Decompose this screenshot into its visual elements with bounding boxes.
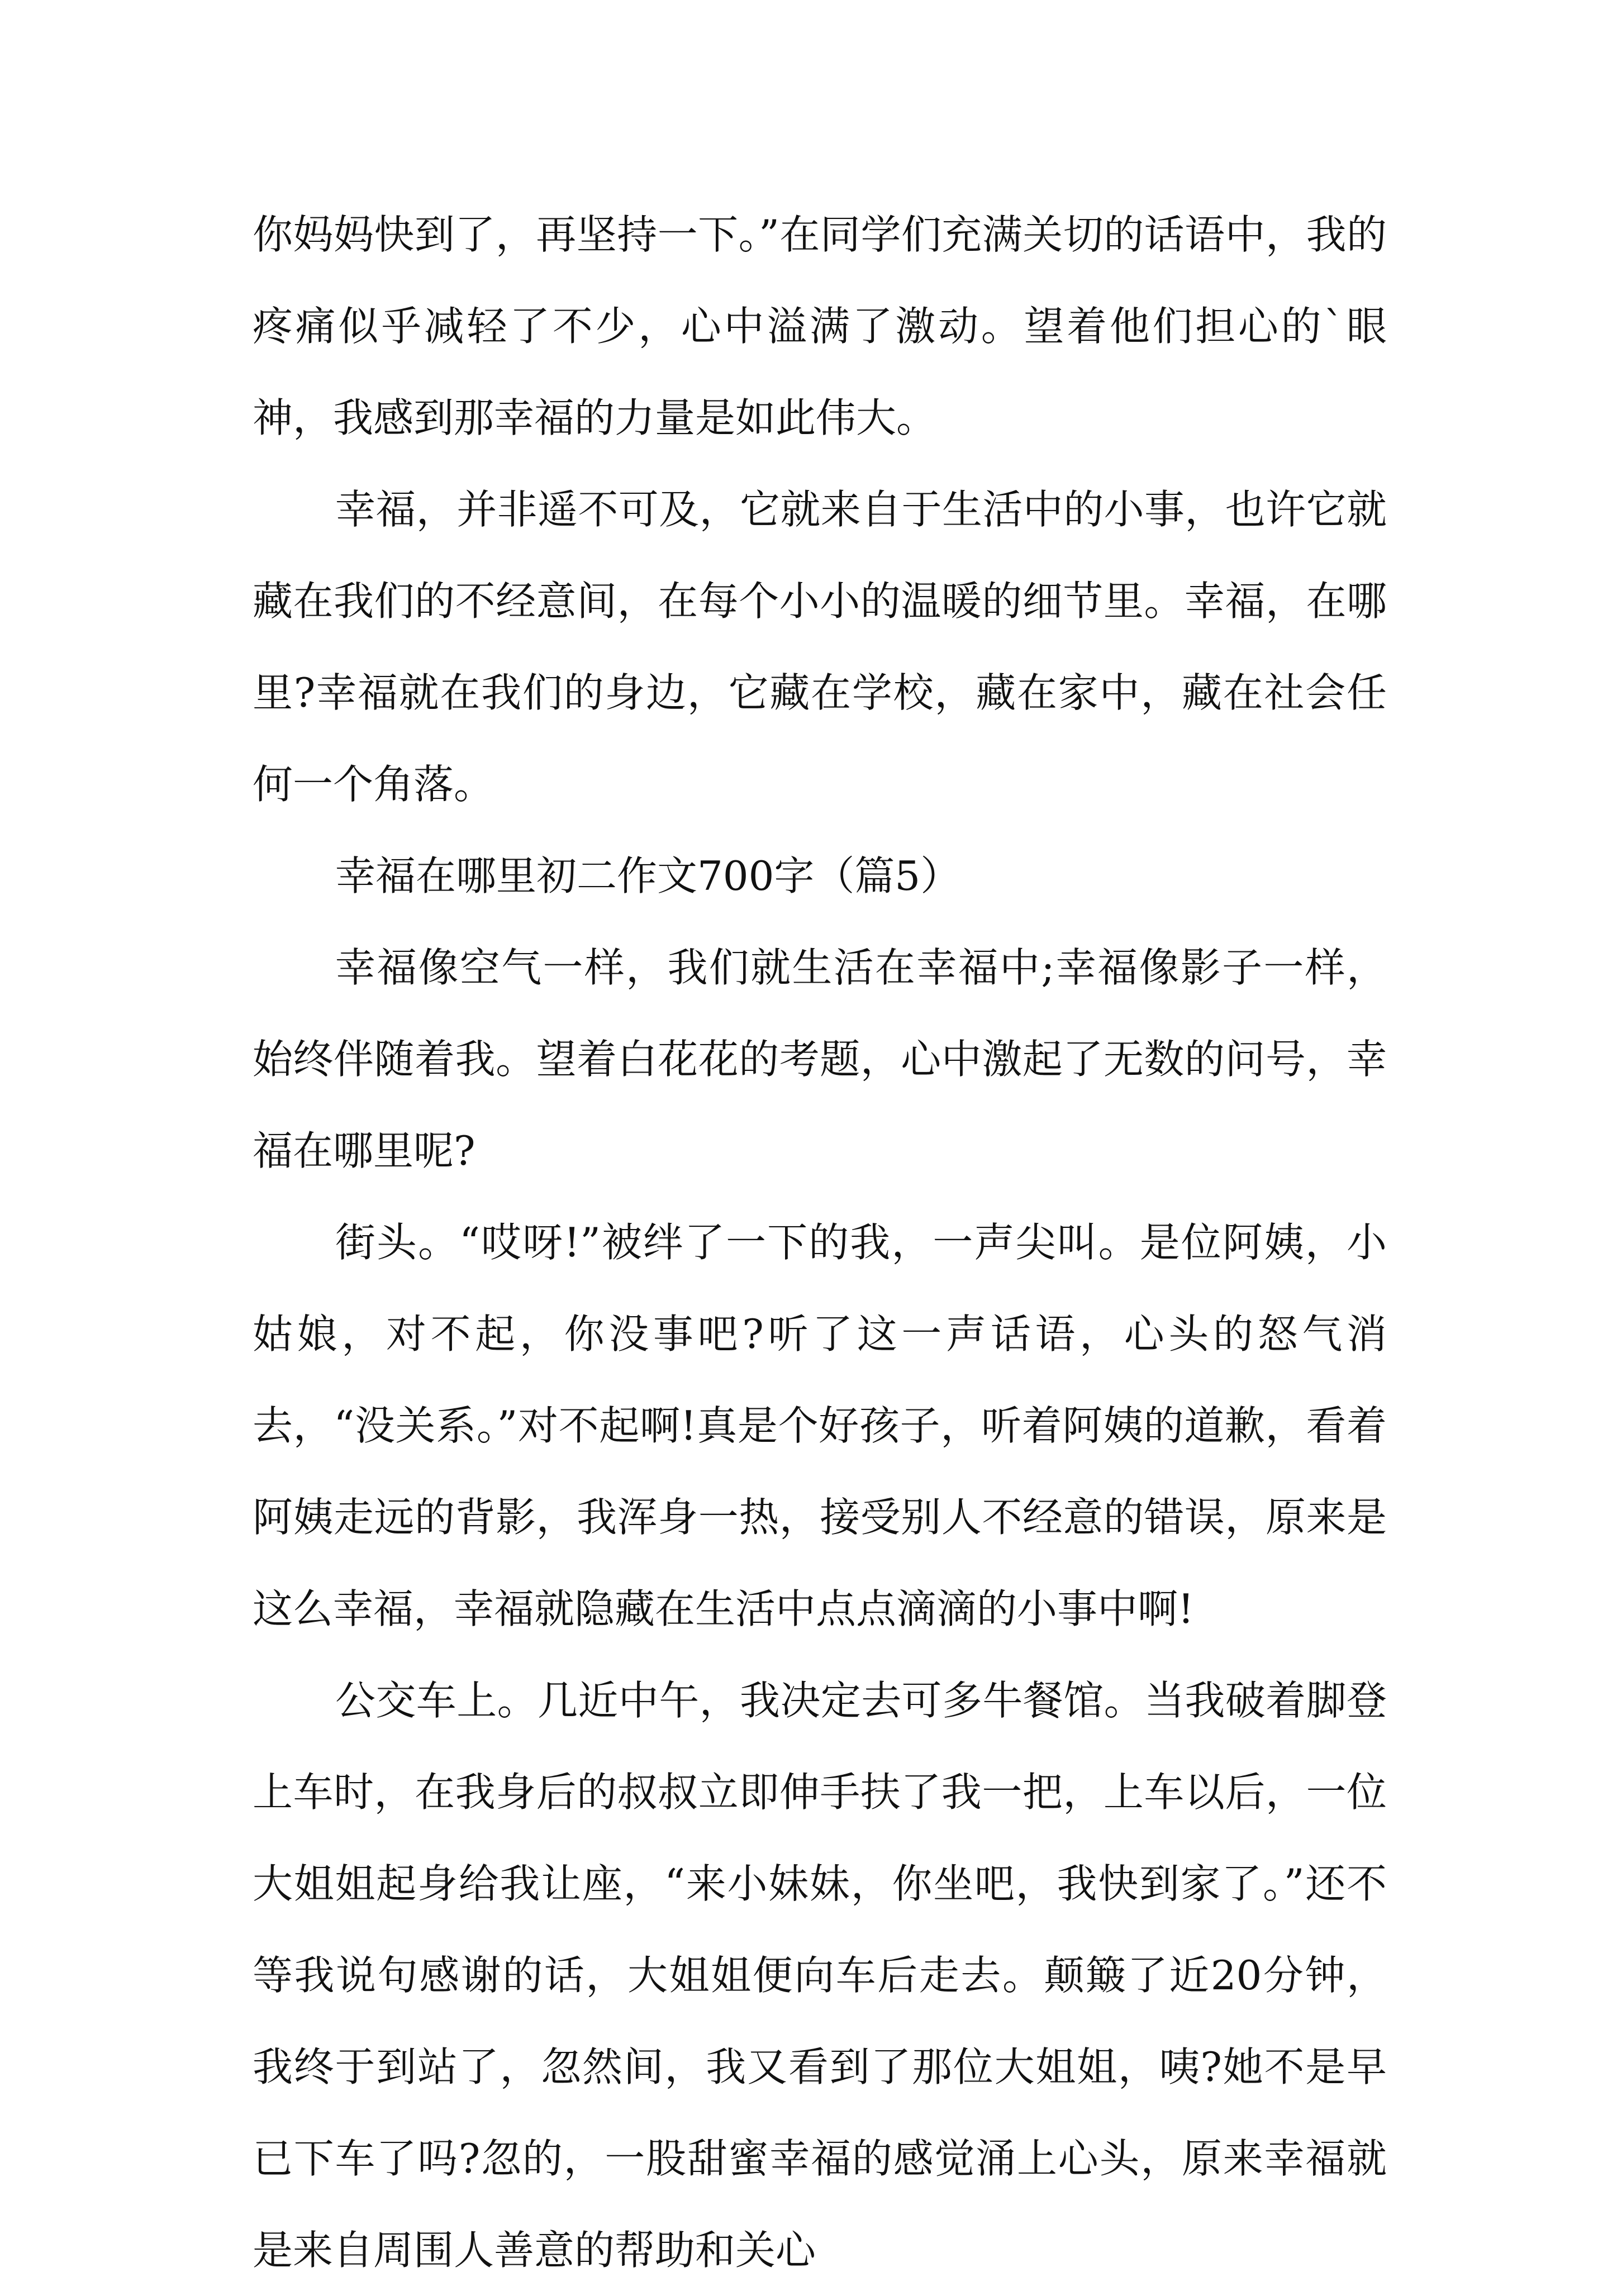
paragraph-5: 公交车上。几近中午，我决定去可多牛餐馆。当我破着脚登上车时，在我身后的叔叔立即伸手扶了我一把，上车以后，一位大姐姐起身给我让座，“来小妹妹，你坐吧，我快到家了。”还不等我说句感谢的话，大姐姐便向车后走去。颠簸了近20分钟，我终于到站了，忽然间，我又看到了那位大姐姐，咦?她不是早已下车了吗?忽的，一股甜蜜幸福的感觉涌上心头，原来幸福就是来自周围人善意的帮助和关心 [253,1677,1387,2274]
paragraph-4: 街头。“哎呀!”被绊了一下的我，一声尖叫。是位阿姨，小姑娘，对不起，你没事吧?听了这一声话语，心头的怒气消去，“没关系。”对不起啊!真是个好孩子，听着阿姨的道歉，看着阿姨走远的背影，我浑身一热，接受别人不经意的错误，原来是这么幸福，幸福就隐藏在生活中点点滴滴的小事中啊! [253,1219,1387,1632]
paragraph-1: 你妈妈快到了，再坚持一下。”在同学们充满关切的话语中，我的疼痛似乎减轻了不少，心中溢满了激动。望着他们担心的`眼神，我感到那幸福的力量是如此伟大。 [253,211,1387,441]
paragraph-2: 幸福，并非遥不可及，它就来自于生活中的小事，也许它就藏在我们的不经意间，在每个小小的温暖的细节里。幸福，在哪里?幸福就在我们的身边，它藏在学校，藏在家中，藏在社会任何一个角落。 [253,486,1387,808]
document-body [253,189,1387,2296]
paragraph-3: 幸福像空气一样，我们就生活在幸福中;幸福像影子一样，始终伴随着我。望着白花花的考题，心中激起了无数的问号，幸福在哪里呢? [253,944,1387,1174]
section-heading: 幸福在哪里初二作文700字（篇5） [335,852,961,899]
